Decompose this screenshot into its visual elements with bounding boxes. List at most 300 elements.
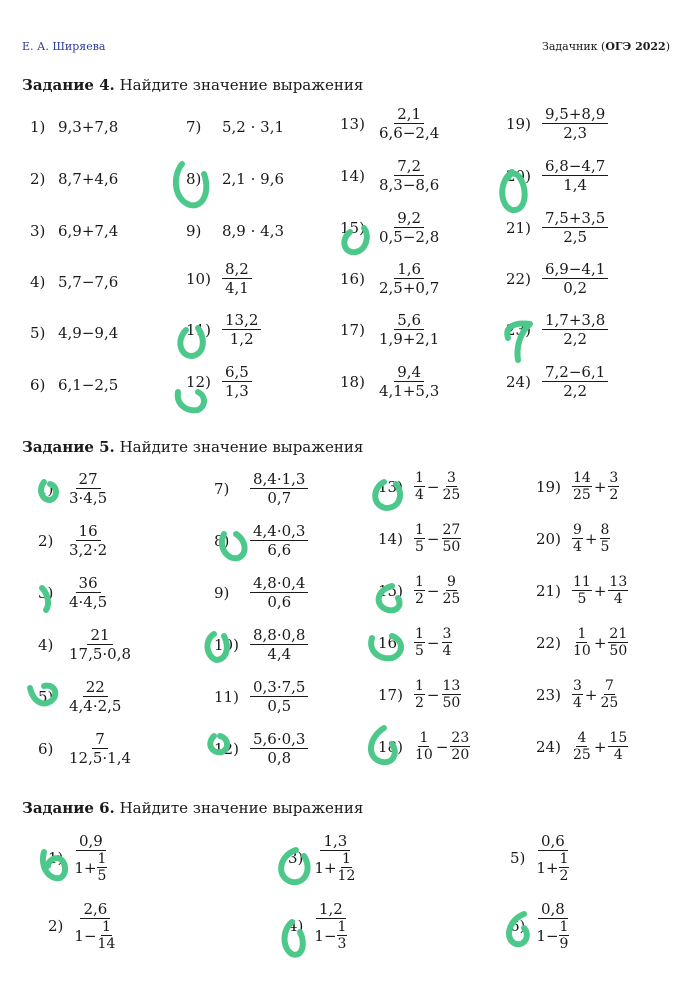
fraction [250,678,308,715]
problem-item [38,678,124,715]
problem-item [186,260,252,297]
denominator [71,851,110,884]
expression: 9,3+7,8 [58,118,119,136]
problem-number: 13) [378,477,403,496]
problem-number: 5) [510,849,526,867]
denominator [533,851,572,884]
problem-number: 2) [48,917,64,935]
problem-item [378,678,461,711]
problem-number: 3) [38,583,54,602]
numerator: 1,6 [394,260,424,279]
problem-number: 20) [506,166,531,185]
problem-number: 2) [38,531,54,550]
denominator [71,919,119,952]
denominator: 2,5 [563,228,588,246]
numerator: 16 [76,522,101,541]
problem-number: 23) [506,320,531,339]
problem-number: 4) [288,917,304,935]
fraction [572,522,583,555]
fraction [376,209,442,246]
numerator: 3 [609,470,619,486]
numerator: 13,2 [222,311,261,330]
problem-item [340,209,442,246]
operator: − [435,737,449,756]
problem-number: 4) [38,635,54,654]
numerator: 1 [101,919,111,935]
denominator: 17,5·0,8 [69,645,132,663]
numerator: 5,6·0,3 [250,730,308,749]
denominator: 4 [415,487,424,503]
denominator: 25 [442,591,461,607]
denominator: 12 [337,868,356,884]
operator: + [593,581,607,600]
denominator: 2 [609,487,619,503]
problem-number: 21) [506,218,531,237]
denominator: 6,6−2,4 [379,124,440,142]
problem-number: 6) [30,376,46,394]
problem-item [30,118,118,136]
problem-item [214,678,308,715]
numerator: 9,4 [394,363,424,382]
task5-title: Задание 5. Найдите значение выражения [22,438,364,456]
denominator: 0,5−2,8 [379,228,440,246]
denominator: 20 [451,747,470,763]
denominator: 2 [415,695,424,711]
fraction [542,209,608,246]
operator: − [426,581,440,600]
nested-fraction [533,900,572,952]
operator: + [584,529,598,548]
denominator: 14 [97,936,116,952]
numerator: 8,2 [222,260,252,279]
denominator: 0,5 [267,697,292,715]
numerator: 27 [76,470,101,489]
problem-item [506,311,608,348]
fraction [542,105,608,142]
task6-title: Задание 6. Найдите значение выражения [22,799,364,817]
fraction [542,157,608,194]
denominator: 5 [577,591,587,607]
problem-item [38,522,110,559]
problem-item [30,273,118,291]
denominator: 3,2·2 [69,541,108,559]
nested-fraction [311,832,359,884]
problem-number: 19) [506,114,531,133]
nested-fraction [533,832,572,884]
denominator: 2,2 [563,330,588,348]
fraction [442,574,462,607]
fraction [66,470,110,507]
numerator: 1,3 [320,832,350,851]
denominator: 1,2 [229,330,254,348]
numerator: 7,2−6,1 [542,363,608,382]
denominator: 3·4,5 [69,489,108,507]
problem-item [186,311,261,348]
denominator: 4 [573,539,582,555]
numerator: 36 [76,574,101,593]
problem-item [506,363,608,400]
numerator: 1 [415,626,424,642]
denominator: 9 [559,936,569,952]
problem-number: 14) [378,529,403,548]
numerator: 1 [337,919,347,935]
fraction [222,363,252,400]
problem-item [30,170,118,188]
problem-item [288,900,350,952]
numerator: 4,4·0,3 [250,522,308,541]
problem-item [510,900,572,952]
denominator: 25 [442,487,461,503]
numerator: 8 [600,522,610,538]
problem-item [30,222,118,240]
numerator: 7 [604,678,614,694]
problem-number: 12) [214,739,239,758]
expression: 6,1−2,5 [58,376,119,394]
problem-item [30,376,118,394]
denominator: 25 [573,747,591,763]
denominator: 50 [442,695,461,711]
fraction [376,311,442,348]
problem-number: 1) [48,849,64,867]
fraction [608,626,628,659]
operator: + [593,477,607,496]
problem-number: 18) [378,737,403,756]
fraction [414,522,425,555]
fraction [542,363,608,400]
fraction [608,730,628,763]
numerator: 0,3·7,5 [250,678,308,697]
fraction [542,260,608,297]
denominator: 1,3 [225,382,249,400]
denominator: 1,9+2,1 [379,330,440,348]
fraction [559,851,570,884]
numerator: 1,2 [316,900,346,919]
problem-number: 7) [214,479,230,498]
denominator-prefix: 1− [536,926,559,945]
problem-item [214,574,308,611]
problem-item [506,105,608,142]
numerator: 1 [415,574,424,590]
denominator: 4,4 [267,645,292,663]
problem-item [186,222,284,240]
fraction [572,730,592,763]
fraction [222,260,252,297]
numerator: 1,7+3,8 [542,311,608,330]
problem-number: 16) [378,633,403,652]
fraction [250,574,308,611]
nested-fraction [311,900,350,952]
problem-item [378,730,470,763]
denominator: 2,5+0,7 [379,279,440,297]
numerator: 1 [419,730,429,746]
denominator: 5 [97,868,107,884]
problem-number: 8) [214,531,230,550]
operator: − [426,529,440,548]
problem-item [186,118,284,136]
fraction [442,678,462,711]
numerator: 4 [577,730,587,746]
fraction [250,626,308,663]
denominator: 4,4·2,5 [69,697,122,715]
numerator: 7 [92,730,108,749]
problem-number: 17) [378,685,403,704]
problem-item [378,470,461,503]
operator: + [593,737,607,756]
book-title: Задачник (ОГЭ 2022) [541,40,670,53]
fraction [376,105,442,142]
problem-number: 7) [186,118,202,136]
fraction [559,919,570,952]
problem-number: 3) [288,849,304,867]
problem-item [38,730,134,767]
denominator: 8,3−8,6 [379,176,440,194]
denominator-prefix: 1+ [314,858,337,877]
problem-number: 10) [214,635,239,654]
expression: 8,7+4,6 [58,170,119,188]
problem-number: 8) [186,170,202,188]
problem-item [506,260,608,297]
numerator: 6,5 [222,363,252,382]
fraction [450,730,470,763]
fraction [414,574,425,607]
problem-number: 18) [340,372,365,391]
problem-number: 14) [340,166,365,185]
denominator: 4 [442,643,452,659]
fraction [250,470,308,507]
fraction [414,470,425,503]
problem-number: 5) [38,687,54,706]
fraction [337,851,357,884]
numerator: 0,6 [538,832,568,851]
fraction [608,470,619,503]
problem-item [340,260,442,297]
denominator: 10 [573,643,591,659]
problem-item [30,324,118,342]
denominator: 5 [415,643,424,659]
numerator: 9,2 [394,209,424,228]
denominator: 0,7 [267,489,292,507]
problem-number: 3) [30,222,46,240]
fraction [222,311,261,348]
denominator: 4 [573,695,582,711]
denominator: 10 [415,747,433,763]
problem-number: 23) [536,685,561,704]
numerator: 5,6 [394,311,424,330]
numerator: 6,9−4,1 [542,260,608,279]
problem-number: 5) [30,324,46,342]
fraction [66,730,134,767]
numerator: 3 [573,678,582,694]
denominator: 1,4 [563,176,588,194]
fraction [572,470,592,503]
numerator: 13 [442,678,461,694]
problem-number: 10) [186,269,211,288]
numerator: 1 [559,919,569,935]
problem-item [48,900,119,952]
denominator: 12,5·1,4 [69,749,132,767]
denominator: 5 [415,539,424,555]
denominator: 0,6 [267,593,292,611]
problem-number: 15) [378,581,403,600]
denominator: 4,1 [225,279,249,297]
numerator: 2,6 [80,900,110,919]
problem-number: 13) [340,114,365,133]
problem-item [536,626,628,659]
fraction [572,574,592,607]
problem-number: 11) [186,320,211,339]
fraction [542,311,608,348]
denominator-prefix: 1+ [74,858,97,877]
fraction [600,678,620,711]
problem-item [340,157,442,194]
expression: 4,9−9,4 [58,324,119,342]
fraction [376,260,442,297]
denominator: 2,2 [563,382,588,400]
problem-number: 19) [536,477,561,496]
numerator: 8,4·1,3 [250,470,308,489]
numerator: 8,8·0,8 [250,626,308,645]
expression: 5,7−7,6 [58,273,119,291]
denominator: 4 [613,747,623,763]
denominator: 6,6 [267,541,292,559]
problem-item [378,574,461,607]
author-name: Е. А. Ширяева [22,40,106,53]
fraction [66,626,134,663]
nested-fraction [71,832,110,884]
task4-title: Задание 4. Найдите значение выражения [22,76,364,94]
denominator: 0,8 [267,749,292,767]
numerator: 0,9 [76,832,106,851]
problem-number: 24) [506,372,531,391]
fraction [608,574,628,607]
fraction [97,919,117,952]
denominator [311,919,350,952]
numerator: 3 [446,470,456,486]
denominator-prefix: 1− [314,926,337,945]
denominator: 4 [613,591,623,607]
numerator: 3 [442,626,452,642]
numerator: 13 [609,574,628,590]
numerator: 1 [415,522,424,538]
problem-item [506,209,608,246]
fraction [66,522,110,559]
problem-item [186,363,252,400]
problem-number: 6) [510,917,526,935]
problem-item [510,832,572,884]
numerator: 9 [446,574,456,590]
nested-fraction [71,900,119,952]
problem-item [186,170,284,188]
fraction [376,363,442,400]
problem-item [536,730,628,763]
problem-item [38,626,134,663]
numerator: 6,8−4,7 [542,157,608,176]
fraction [66,574,110,611]
problem-number: 1) [30,118,46,136]
operator: − [426,477,440,496]
expression: 5,2 · 3,1 [222,118,285,136]
numerator: 15 [609,730,628,746]
expression: 6,9+7,4 [58,222,119,240]
fraction [250,522,308,559]
numerator: 1 [577,626,587,642]
denominator: 25 [573,487,591,503]
numerator: 9,5+8,9 [542,105,608,124]
problem-item [536,522,610,555]
expression: 8,9 · 4,3 [222,222,285,240]
problem-number: 6) [38,739,54,758]
problem-number: 17) [340,320,365,339]
denominator: 50 [442,539,461,555]
problem-item [214,470,308,507]
problem-item [340,363,442,400]
denominator-prefix: 1− [74,926,97,945]
problem-number: 24) [536,737,561,756]
denominator: 25 [600,695,619,711]
fraction [97,851,108,884]
numerator: 7,2 [394,157,424,176]
fraction [337,919,348,952]
expression: 2,1 · 9,6 [222,170,285,188]
numerator: 1 [415,678,424,694]
problem-item [536,470,619,503]
numerator: 14 [573,470,591,486]
problem-number: 16) [340,269,365,288]
numerator: 11 [573,574,591,590]
problem-item [38,574,110,611]
fraction [600,522,611,555]
operator: + [584,685,598,704]
fraction [66,678,124,715]
problem-item [378,626,452,659]
problem-item [340,311,442,348]
problem-number: 9) [186,222,202,240]
numerator: 1 [341,851,351,867]
problem-number: 11) [214,687,239,706]
problem-number: 21) [536,581,561,600]
problem-number: 9) [214,583,230,602]
problem-number: 22) [536,633,561,652]
numerator: 21 [609,626,628,642]
problem-item [378,522,461,555]
problem-item [288,832,359,884]
denominator: 4·4,5 [69,593,108,611]
problem-number: 1) [38,479,54,498]
denominator-prefix: 1+ [536,858,559,877]
numerator: 2,1 [394,105,424,124]
denominator: 2,3 [563,124,588,142]
fraction [442,470,462,503]
problem-item [38,470,110,507]
denominator: 3 [337,936,347,952]
numerator: 0,8 [538,900,568,919]
problem-number: 12) [186,372,211,391]
problem-item [214,730,308,767]
problem-item [536,574,628,607]
numerator: 1 [97,851,107,867]
problem-number: 20) [536,529,561,548]
numerator: 27 [442,522,461,538]
problem-number: 22) [506,269,531,288]
operator: + [593,633,607,652]
denominator: 5 [600,539,610,555]
fraction [442,522,462,555]
problem-item [506,157,608,194]
denominator: 50 [609,643,628,659]
problem-number: 2) [30,170,46,188]
numerator: 23 [451,730,470,746]
numerator: 4,8·0,4 [250,574,308,593]
